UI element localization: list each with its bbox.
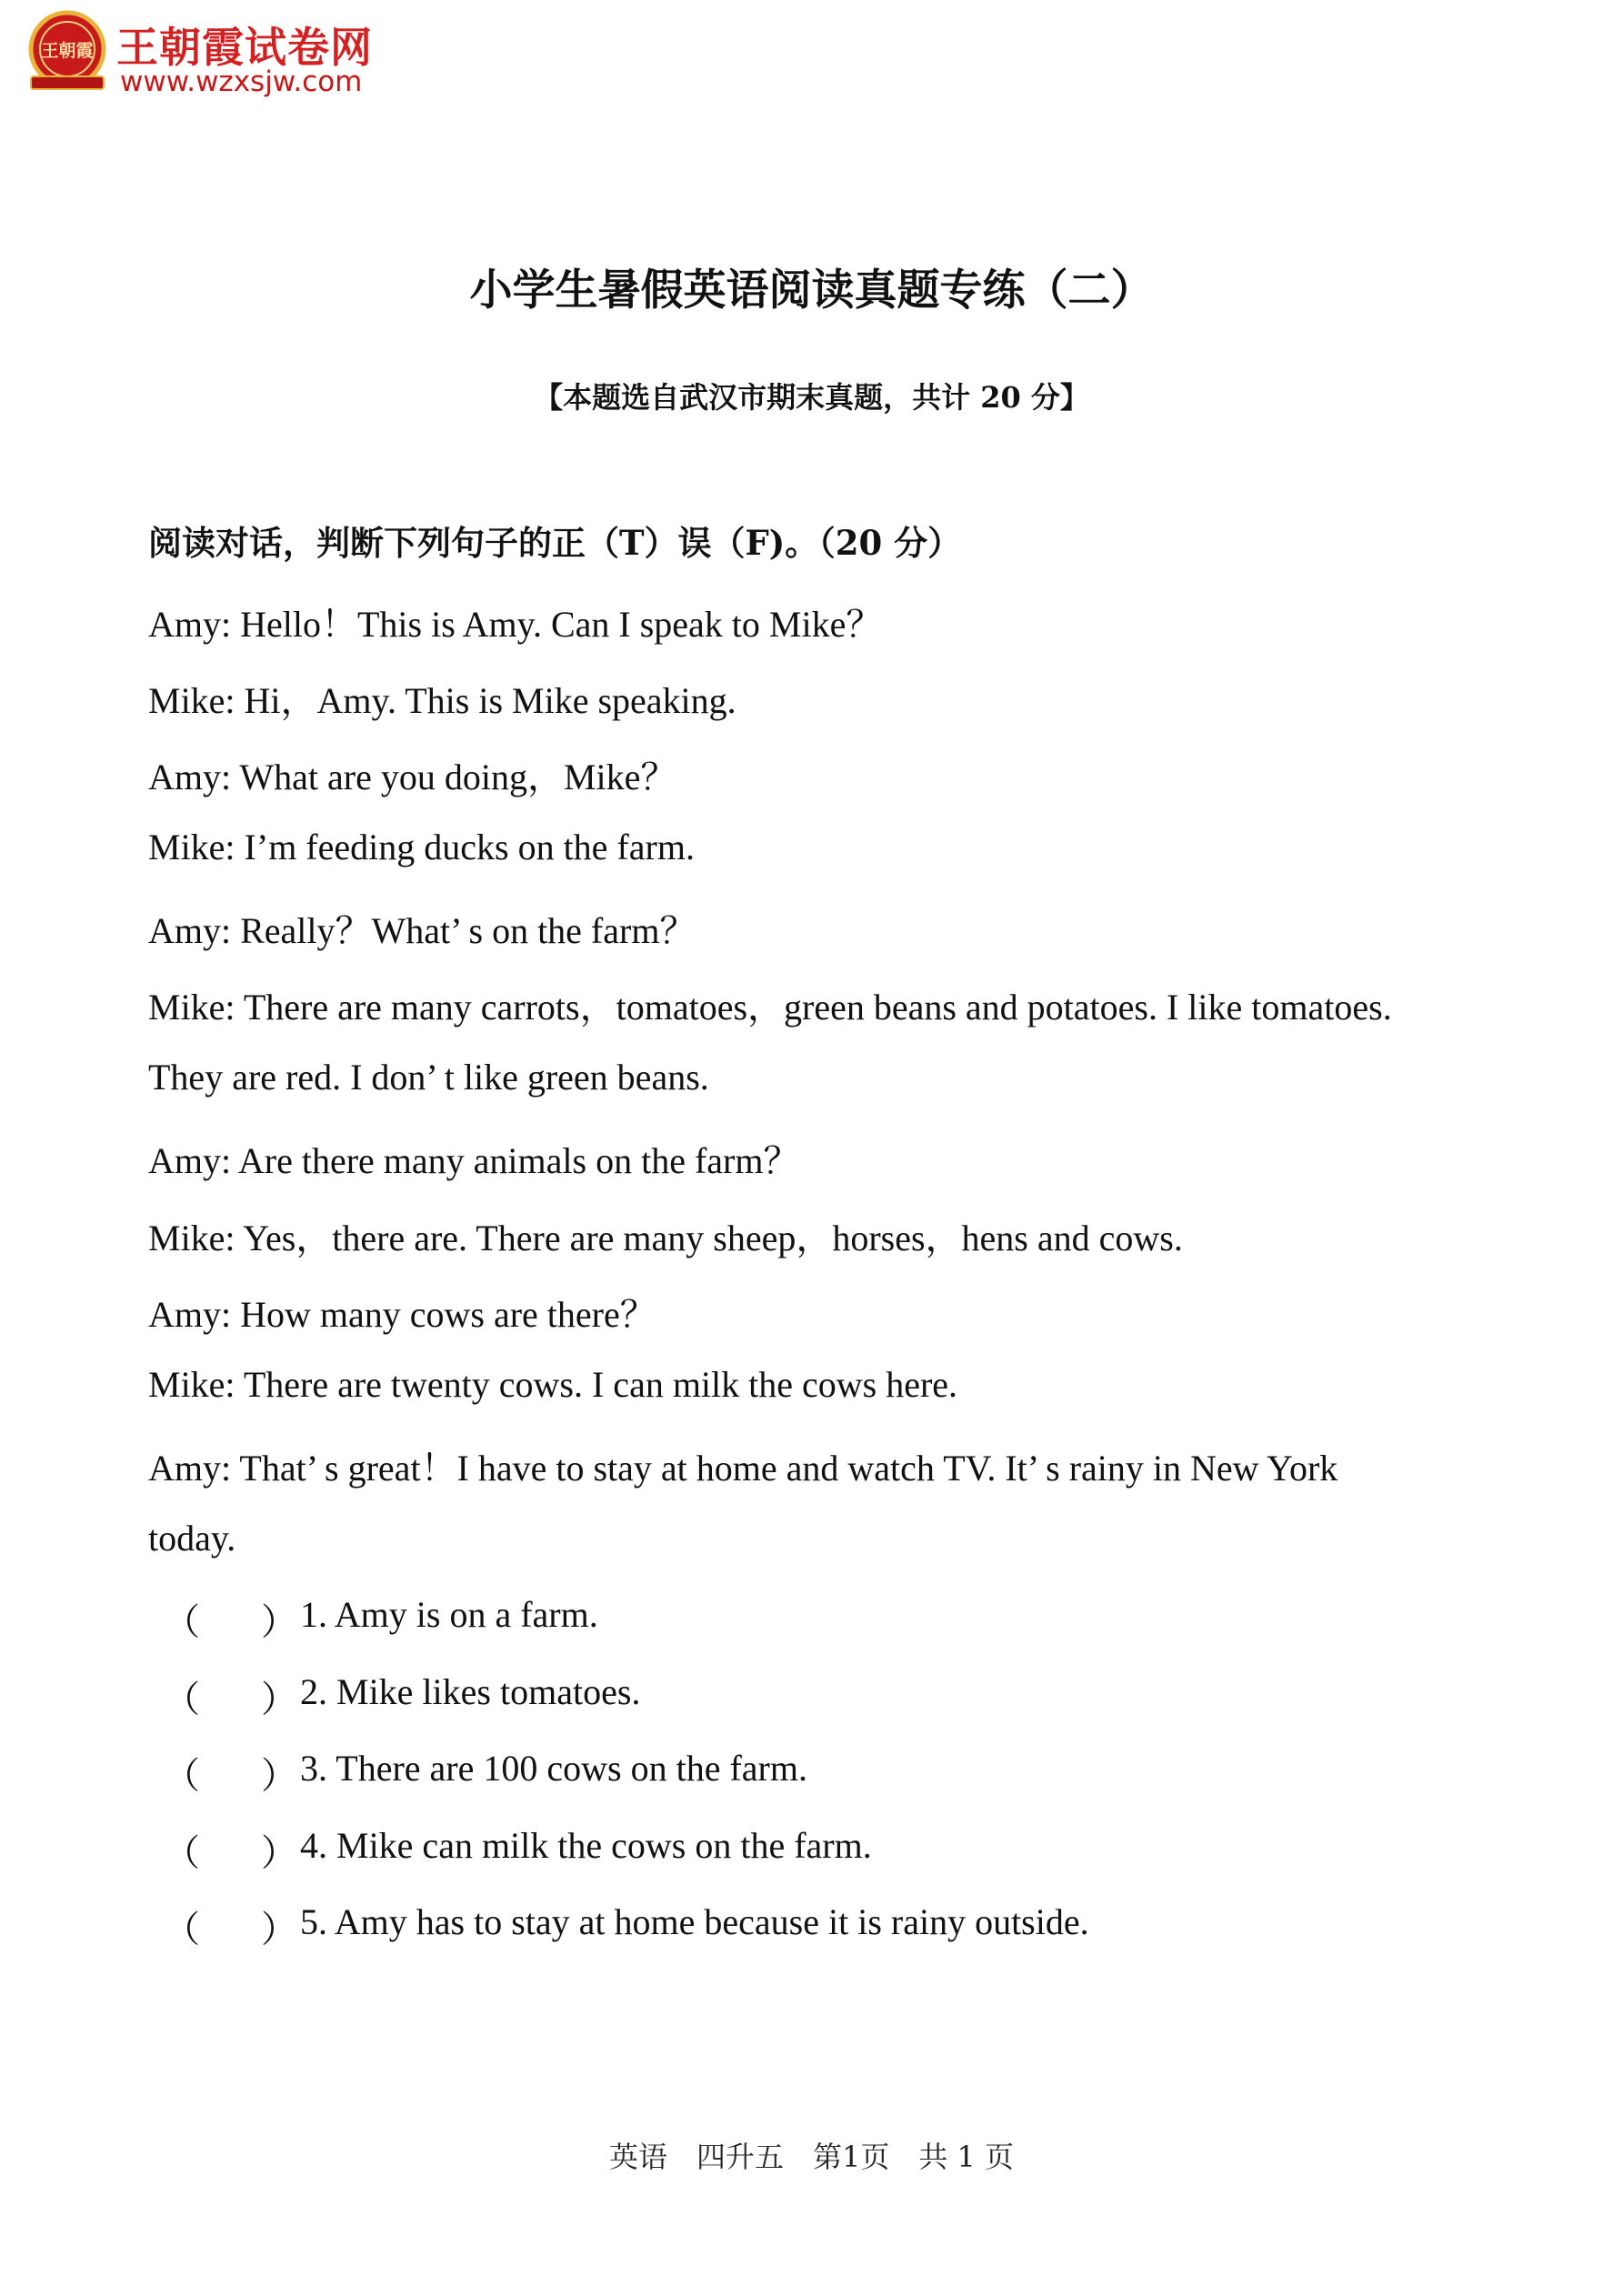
brand-url[interactable]: www.wzxsjw.com bbox=[120, 65, 363, 98]
answer-bracket-close: ） bbox=[261, 1601, 297, 1642]
answer-bracket-close: ） bbox=[261, 1832, 297, 1873]
section-instruction: 阅读对话，判断下列句子的正（T）误（F)。（20 分） bbox=[148, 523, 962, 563]
dialogue-line: Mike: I’m feeding ducks on the farm. bbox=[148, 827, 695, 867]
answer-bracket-open: （ bbox=[164, 1601, 200, 1642]
dialogue-line: Mike: Yes，there are. There are many sheep，horses，hens and cows. bbox=[148, 1218, 1183, 1258]
question-text: 1. Amy is on a farm. bbox=[300, 1594, 598, 1635]
answer-bracket-close: ） bbox=[261, 1909, 297, 1950]
dialogue-line: Amy: That’ s great！I have to stay at home and watch TV. It’ s rainy in New York bbox=[148, 1448, 1338, 1489]
dialogue-line: Mike: There are many carrots，tomatoes，green beans and potatoes. I like tomatoes. bbox=[148, 987, 1392, 1028]
answer-bracket-close: ） bbox=[261, 1755, 297, 1796]
question-text: 5. Amy has to stay at home because it is rainy outside. bbox=[300, 1901, 1089, 1942]
site-logo bbox=[25, 9, 407, 100]
page-subtitle: 【本题选自武汉市期末真题，共计 20 分】 bbox=[534, 380, 1089, 415]
dialogue-line: Amy: How many cows are there？ bbox=[148, 1294, 656, 1335]
question-text: 2. Mike likes tomatoes. bbox=[300, 1671, 641, 1712]
dialogue-line: Amy: Are there many animals on the farm？ bbox=[148, 1140, 800, 1181]
dialogue-line: Mike: Hi，Amy. This is Mike speaking. bbox=[148, 680, 736, 721]
dialogue-line: Mike: There are twenty cows. I can milk the cows here. bbox=[148, 1364, 958, 1405]
question-text: 3. There are 100 cows on the farm. bbox=[300, 1748, 807, 1789]
answer-bracket-open: （ bbox=[164, 1755, 200, 1796]
brand-name: 王朝霞试卷网 bbox=[116, 23, 373, 72]
dialogue-line: Amy: Really？What’ s on the farm？ bbox=[148, 910, 696, 951]
dialogue-line: Amy: Hello！This is Amy. Can I speak to Mike？ bbox=[148, 604, 883, 645]
answer-bracket-open: （ bbox=[164, 1832, 200, 1873]
page-title: 小学生暑假英语阅读真题专练（二） bbox=[469, 266, 1154, 316]
answer-bracket-open: （ bbox=[164, 1679, 200, 1719]
dialogue-line: today. bbox=[148, 1518, 236, 1559]
dialogue-line: They are red. I don’ t like green beans. bbox=[148, 1057, 709, 1098]
seal-text: 王朝霞 bbox=[41, 41, 94, 61]
answer-bracket-close: ） bbox=[261, 1679, 297, 1719]
seal-icon bbox=[25, 9, 109, 93]
answer-bracket-open: （ bbox=[164, 1909, 200, 1950]
page-footer: 英语 四升五 第1页 共 1 页 bbox=[608, 2140, 1015, 2174]
question-text: 4. Mike can milk the cows on the farm. bbox=[300, 1825, 872, 1866]
dialogue-line: Amy: What are you doing，Mike？ bbox=[148, 757, 677, 797]
